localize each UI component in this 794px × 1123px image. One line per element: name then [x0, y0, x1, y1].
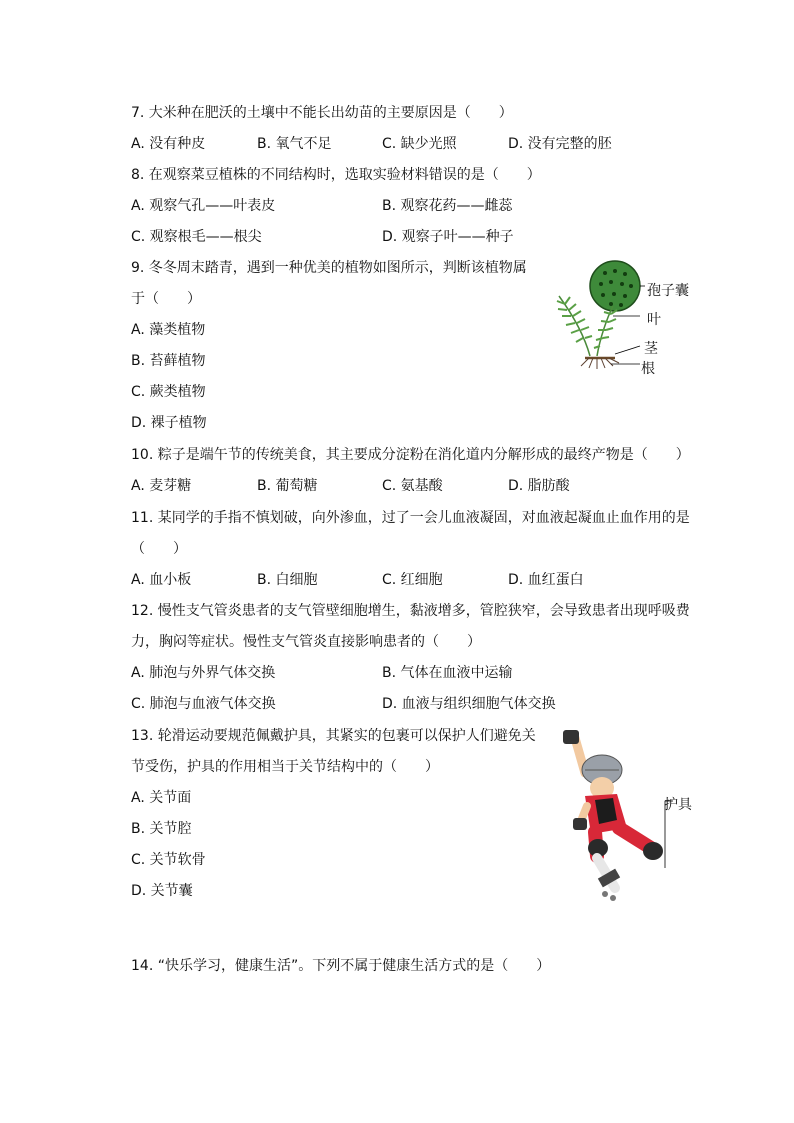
q12-option-c[interactable]: C. 肺泡与血液气体交换 [131, 696, 276, 712]
skater-label-protective-gear: 护具 [664, 797, 692, 813]
q10-option-b[interactable]: B. 葡萄糖 [257, 478, 318, 494]
q7-option-b[interactable]: B. 氧气不足 [257, 136, 332, 152]
question-12-stem-line2: 力，胸闷等症状。慢性支气管炎直接影响患者的（ ） [131, 634, 481, 650]
skater-illustration [555, 728, 695, 908]
q8-option-c[interactable]: C. 观察根毛——根尖 [131, 229, 262, 245]
q11-option-d[interactable]: D. 血红蛋白 [508, 572, 584, 588]
fern-label-spore-sac: 孢子囊 [647, 283, 689, 299]
q9-option-a[interactable]: A. 藻类植物 [131, 322, 206, 338]
q9-option-c[interactable]: C. 蕨类植物 [131, 384, 206, 400]
question-13-stem-line1: 13. 轮滑运动要规范佩戴护具，其紧实的包裹可以保护人们避免关 [131, 728, 536, 744]
q10-option-a[interactable]: A. 麦芽糖 [131, 478, 192, 494]
q7-option-c[interactable]: C. 缺少光照 [382, 136, 457, 152]
fern-label-leaf: 叶 [647, 312, 661, 328]
q13-option-d[interactable]: D. 关节囊 [131, 883, 193, 899]
q8-option-d[interactable]: D. 观察子叶——种子 [382, 229, 514, 245]
question-9-stem-line1: 9. 冬冬周末踏青，遇到一种优美的植物如图所示，判断该植物属 [131, 260, 527, 276]
q11-option-c[interactable]: C. 红细胞 [382, 572, 443, 588]
fern-figure [545, 258, 695, 378]
q10-option-c[interactable]: C. 氨基酸 [382, 478, 443, 494]
question-10-stem: 10. 粽子是端午节的传统美食，其主要成分淀粉在消化道内分解形成的最终产物是（ ） [131, 447, 690, 463]
skater-figure [555, 728, 695, 908]
question-13-stem-line2: 节受伤，护具的作用相当于关节结构中的（ ） [131, 759, 439, 775]
q10-option-d[interactable]: D. 脂肪酸 [508, 478, 570, 494]
question-8-stem: 8. 在观察菜豆植株的不同结构时，选取实验材料错误的是（ ） [131, 167, 541, 183]
question-11-stem-line2: （ ） [131, 541, 187, 557]
q7-option-d[interactable]: D. 没有完整的胚 [508, 136, 612, 152]
fern-label-root: 根 [641, 361, 655, 377]
fern-label-stem: 茎 [644, 341, 658, 357]
question-14-stem: 14. “快乐学习，健康生活”。下列不属于健康生活方式的是（ ） [131, 958, 551, 974]
question-7-stem: 7. 大米种在肥沃的土壤中不能长出幼苗的主要原因是（ ） [131, 105, 513, 121]
fern-illustration [545, 258, 695, 378]
q9-option-b[interactable]: B. 苔藓植物 [131, 353, 206, 369]
q13-option-c[interactable]: C. 关节软骨 [131, 852, 206, 868]
q13-option-a[interactable]: A. 关节面 [131, 790, 192, 806]
q12-option-b[interactable]: B. 气体在血液中运输 [382, 665, 513, 681]
question-12-stem-line1: 12. 慢性支气管炎患者的支气管壁细胞增生，黏液增多，管腔狭窄，会导致患者出现呼吸费 [131, 603, 690, 619]
q7-option-a[interactable]: A. 没有种皮 [131, 136, 206, 152]
question-9-stem-line2: 于（ ） [131, 291, 201, 307]
q11-option-a[interactable]: A. 血小板 [131, 572, 192, 588]
q8-option-b[interactable]: B. 观察花药——雌蕊 [382, 198, 513, 214]
q9-option-d[interactable]: D. 裸子植物 [131, 415, 207, 431]
q8-option-a[interactable]: A. 观察气孔——叶表皮 [131, 198, 276, 214]
q12-option-d[interactable]: D. 血液与组织细胞气体交换 [382, 696, 556, 712]
q11-option-b[interactable]: B. 白细胞 [257, 572, 318, 588]
q12-option-a[interactable]: A. 肺泡与外界气体交换 [131, 665, 276, 681]
question-11-stem-line1: 11. 某同学的手指不慎划破，向外渗血，过了一会儿血液凝固，对血液起凝血止血作用的是 [131, 510, 690, 526]
q13-option-b[interactable]: B. 关节腔 [131, 821, 192, 837]
